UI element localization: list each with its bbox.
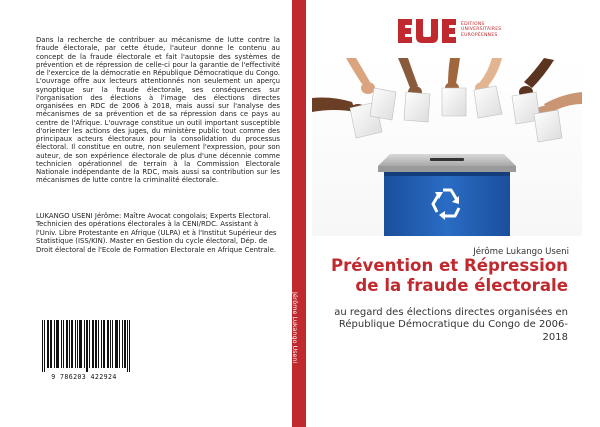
barcode-bar [54,320,55,368]
barcode-bar [110,320,111,368]
author-bio: LUKANGO USENI Jérôme: Maître Avocat congolais; Experts Electoral. Technicien des opérations électorales à la CENI/RDC. Assistant à l'Univ. Libre Protestante en Afrique (ULPA) et à l'Institut Supérieur des Statistique (ISS/KIN). Master en Gestion du cycle électoral, Dép. de Droit électoral de l'Ecole de Formation Electorale en Afrique Centrale. [36,212,277,254]
barcode-bar [96,320,97,368]
barcode-bar [69,320,70,368]
barcode-bar [63,320,64,368]
barcode-bar [71,320,72,368]
barcode-bar [124,320,125,368]
book-subtitle [316,307,568,344]
book-subtitle-line: République Démocratique du Congo de 2006- [338,319,568,331]
book-title [316,256,568,296]
barcode-bar [67,320,68,368]
barcode-bar [87,320,88,372]
cover-illustration [312,58,582,236]
barcode-bar [116,320,117,368]
spine-author: Jérôme Lukango Useni [291,292,299,364]
barcode-bar [58,320,59,368]
barcode-bar [119,320,120,368]
barcode-bar [89,320,90,368]
barcode-bar [104,320,105,368]
barcode-bar [92,320,93,368]
book-title-line: Prévention et Répression [330,256,568,275]
barcode-bar [86,320,87,372]
barcode-bar [79,320,80,368]
barcode-bar [51,320,52,368]
barcode-bar [80,320,81,368]
barcode-number: 9 786203 422924 [51,373,117,381]
barcode-bar [108,320,109,368]
publisher-logo [396,16,458,46]
barcode-bar [57,320,58,368]
publisher-line: EUROPÉENNES [461,32,498,38]
barcode-bar [115,320,116,368]
barcode-bar [77,320,78,368]
barcode-bar [50,320,51,368]
publisher-name [461,22,501,38]
barcode-bars [36,318,132,374]
barcode-bar [127,320,128,372]
barcode-bar [61,320,62,368]
book-subtitle-line: au regard des élections directes organisées en [334,307,568,318]
publisher-line: ÉDITIONS [461,22,485,27]
barcode-bar [81,320,82,368]
barcode-bar [84,320,85,368]
barcode-bar [95,320,96,368]
back-cover-blurb: Dans la recherche de contribuer au mécanisme de lutte contre la fraude électorale, par cette étude, l'auteur donne le contenu au concept de la fraude électorale et fait l'autopsie des systèmes de prévention et de répression de celle-ci pour la garantie de l'effectivité de l'exercice de la démocratie en République Démocratique du Congo. L'ouvrage offre aux lecteurs attentionnés non seulement un aperçu synoptique sur la fraude électorale, ses conséquences sur l'organisation des élections à l'image des élections directes organisées en RDC de 2006 à 2018, mais aussi sur l'analyse des mécanismes de sa prévention et de sa répression dans ce pays au centre de l'Afrique. L'ouvrage constitue un outil important susceptible d'orienter les actions des juges, du ministère public tout comme des principaux acteurs électoraux pour la consolidation du processus électoral. Il constitue en outre, non seulement l'expression, pour son auteur, de son expérience électorale de plus d'une décennie comme technicien opérationnel de terrain à la Commission Electorale Nationale indépendante de la RDC, mais aussi sa contribution sur les mécanismes de lutte contre la criminalité électorale. [36,36,280,185]
barcode-bar [72,320,73,368]
barcode-bar [93,320,94,368]
publisher-line: UNIVERSITAIRES [461,27,502,33]
barcode-bar [107,320,108,368]
barcode-bar [66,320,67,368]
barcode-bar [98,320,99,368]
book-title-line: de la fraude électorale [355,276,568,295]
barcode-bar [122,320,123,368]
book-subtitle-line: 2018 [542,331,568,343]
barcode-bar [47,320,48,368]
barcode-bar [112,320,113,368]
barcode-bar [56,320,57,368]
barcode-bar [44,320,45,372]
barcode-bar [101,320,102,368]
barcode-bar [129,320,130,372]
front-author: Jérôme Lukango Useni [473,247,569,257]
barcode-bar [42,320,43,372]
barcode [36,318,132,386]
barcode-bar [103,320,104,368]
barcode-bar [48,320,49,368]
barcode-bar [117,320,118,368]
barcode-bar [125,320,126,368]
barcode-bar [75,320,76,368]
